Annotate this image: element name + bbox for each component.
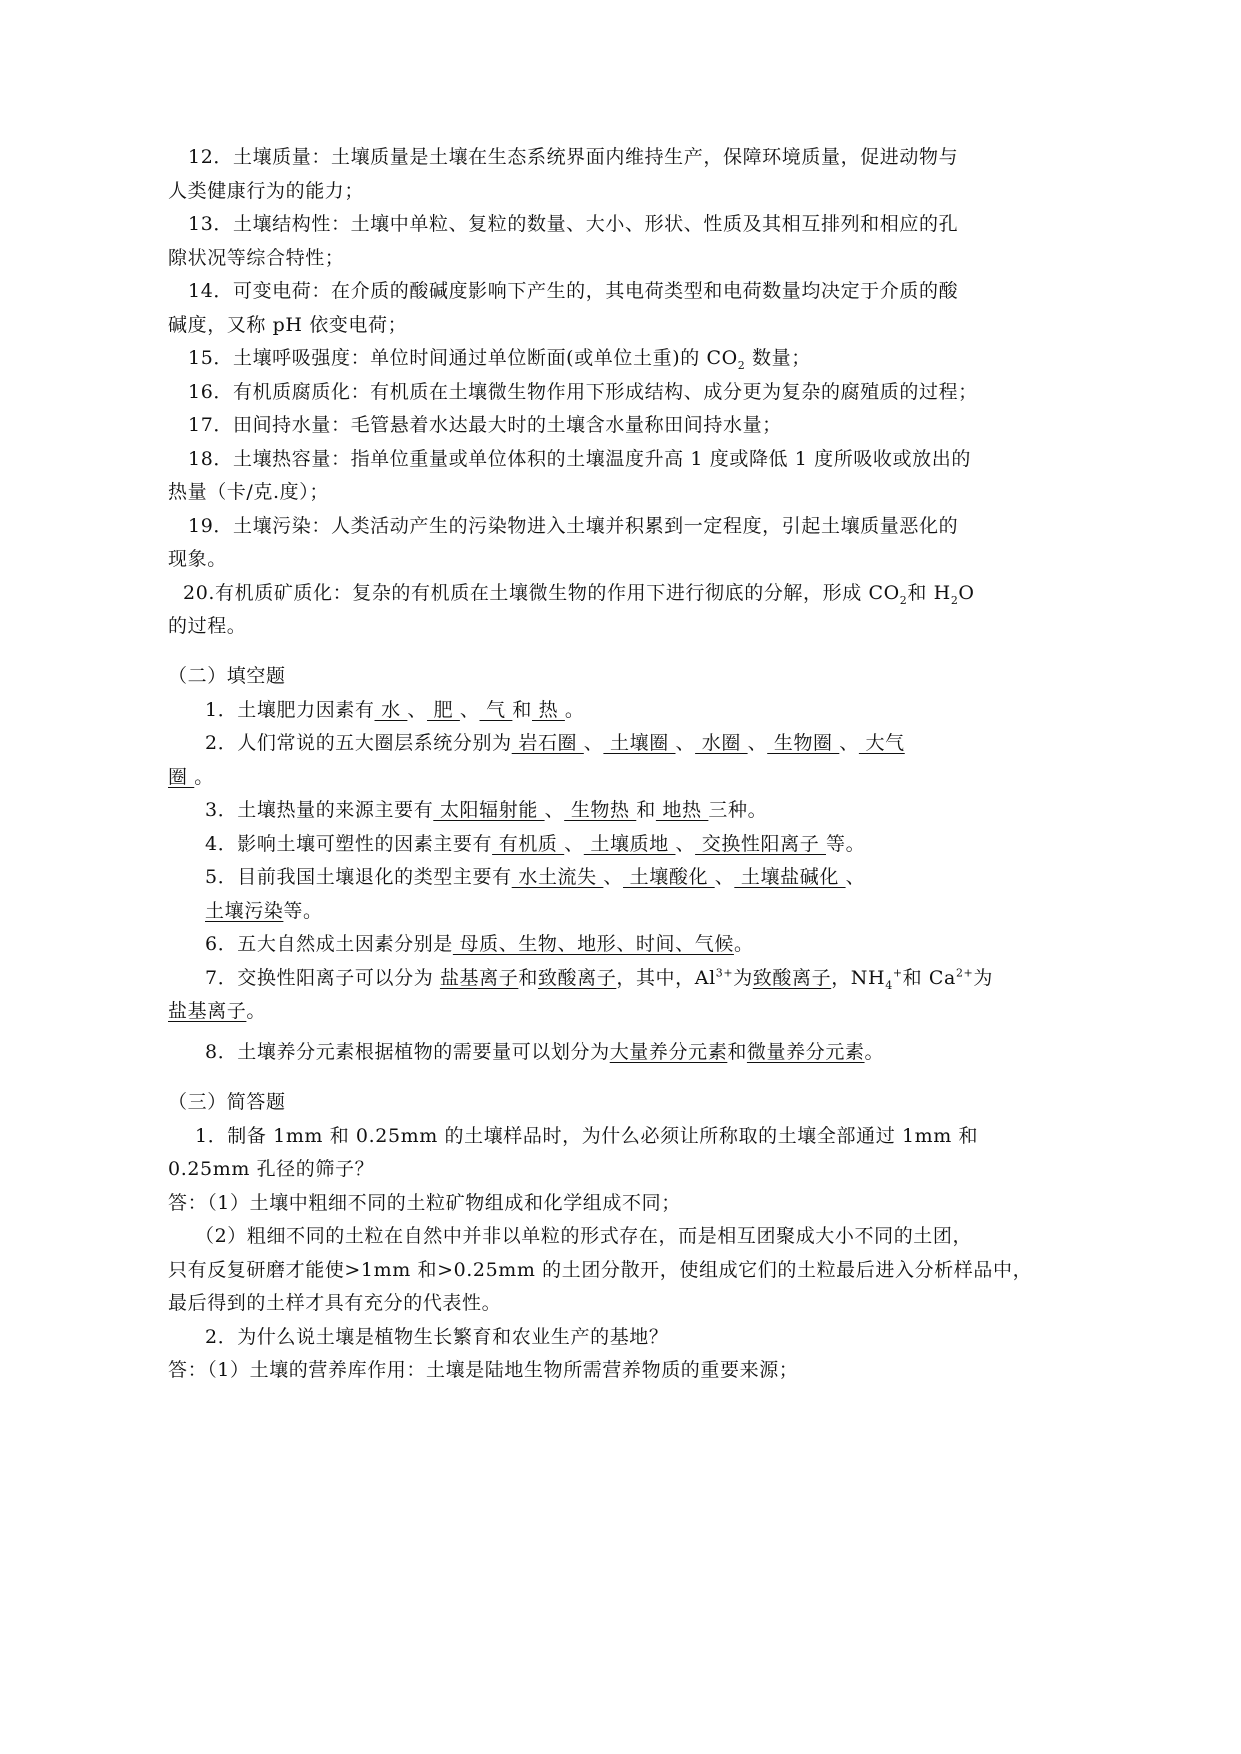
term-16: 16．有机质腐质化：有机质在土壤微生物作用下形成结构、成分更为复杂的腐殖质的过程； bbox=[188, 381, 978, 403]
fill-q2-prompt: 2．人们常说的五大圈层系统分别为 bbox=[205, 732, 512, 754]
fill-q5-line2 bbox=[205, 899, 1075, 923]
term-20-line1 bbox=[183, 581, 1053, 605]
fill-q4-answer-2: 土壤质地 bbox=[583, 833, 676, 855]
fill-q2-answer-4: 生物圈 bbox=[767, 732, 840, 754]
fill-q1-answer-1: 水 bbox=[374, 699, 408, 721]
fill-q2-sep-1: 、 bbox=[583, 732, 604, 754]
fill-q8-sep-1: 和 bbox=[727, 1041, 747, 1063]
fill-q3-prompt: 3．土壤热量的来源主要有 bbox=[205, 799, 434, 821]
term-19-line2: 现象。 bbox=[168, 548, 227, 570]
fill-q3 bbox=[205, 798, 1075, 822]
term-13-line2: 隙状况等综合特性； bbox=[168, 247, 345, 269]
term-18-line2: 热量（卡/克.度）； bbox=[168, 481, 329, 503]
fill-q4-sep-2: 、 bbox=[675, 833, 696, 855]
term-12-line1: 12．土壤质量：土壤质量是土壤在生态系统界面内维持生产，保障环境质量，促进动物与 bbox=[188, 146, 959, 168]
fill-q3-answer-2: 生物热 bbox=[564, 799, 637, 821]
fill-q3-sep-1: 、 bbox=[544, 799, 565, 821]
term-19-line1: 19．土壤污染：人类活动产生的污染物进入土壤并积累到一定程度，引起土壤质量恶化的 bbox=[188, 515, 959, 537]
fill-q7-answer-4: 盐基离子 bbox=[168, 1000, 247, 1022]
fill-q1-answer-3: 气 bbox=[479, 699, 513, 721]
fill-q7-sup-1: 3+ bbox=[715, 966, 734, 980]
short-q2: 2．为什么说土壤是植物生长繁育和农业生产的基地？ bbox=[205, 1326, 669, 1348]
fill-q5-prompt: 5．目前我国土壤退化的类型主要有 bbox=[205, 866, 512, 888]
fill-q6-end: 。 bbox=[733, 933, 754, 955]
fill-q7-sep-6: 为 bbox=[973, 967, 993, 989]
fill-q5-answer-4: 土壤污染 bbox=[205, 900, 284, 922]
short-a1-line2: （2）粗细不同的土粒在自然中并非以单粒的形式存在，而是相互团聚成大小不同的土团， bbox=[195, 1225, 973, 1247]
fill-q4-end: 等。 bbox=[825, 833, 866, 855]
fill-q2-line2 bbox=[168, 765, 1038, 789]
fill-q7-sub-1: 4 bbox=[885, 978, 893, 992]
fill-q1-answer-4: 热 bbox=[532, 699, 565, 721]
fill-q5-line1 bbox=[205, 865, 1075, 889]
fill-q1 bbox=[205, 698, 1075, 722]
fill-q2-sep-2: 、 bbox=[675, 732, 696, 754]
fill-q3-answer-3: 地热 bbox=[655, 799, 709, 821]
term-15-sub: 2 bbox=[737, 358, 746, 372]
fill-q7-sep-4: ，NH bbox=[831, 967, 886, 989]
term-14-line1: 14．可变电荷：在介质的酸碱度影响下产生的，其电荷类型和电荷数量均决定于介质的酸 bbox=[188, 280, 959, 302]
fill-q5-sep-1: 、 bbox=[603, 866, 623, 888]
fill-q7-end: 。 bbox=[246, 1000, 267, 1022]
fill-q7-sep-1: 和 bbox=[518, 967, 538, 989]
fill-q1-sep-2: 、 bbox=[459, 699, 480, 721]
fill-q2-end: 。 bbox=[194, 766, 214, 788]
fill-q7-sup-2: + bbox=[892, 966, 903, 980]
fill-q4-prompt: 4．影响土壤可塑性的因素主要有 bbox=[205, 833, 493, 855]
fill-q7-sep-3: 为 bbox=[733, 967, 753, 989]
fill-q3-answer-1: 太阳辐射能 bbox=[433, 799, 545, 821]
fill-q5-end: 等。 bbox=[283, 900, 323, 922]
fill-q7-answer-3: 致酸离子 bbox=[752, 967, 832, 989]
fill-q1-sep-3: 和 bbox=[512, 699, 532, 721]
term-17: 17．田间持水量：毛管悬着水达最大时的土壤含水量称田间持水量； bbox=[188, 414, 782, 436]
fill-q6-prompt: 6．五大自然成土因素分别是 bbox=[205, 933, 453, 955]
term-20-sub2: 2 bbox=[950, 593, 959, 607]
term-20-line2: 的过程。 bbox=[168, 615, 247, 637]
short-a1-line4: 最后得到的土样才具有充分的代表性。 bbox=[168, 1292, 502, 1314]
fill-q2-answer-5: 大气 bbox=[858, 732, 905, 754]
fill-q6-answer-1: 母质、生物、地形、时间、气候 bbox=[452, 933, 734, 955]
fill-q1-sep-1: 、 bbox=[407, 699, 427, 721]
fill-q4 bbox=[205, 832, 1075, 856]
fill-q4-answer-1: 有机质 bbox=[492, 833, 565, 855]
fill-q2-answer-1: 岩石圈 bbox=[511, 732, 584, 754]
short-q1-line2: 0.25mm 孔径的筛子？ bbox=[168, 1158, 375, 1180]
short-q1-line1: 1．制备 1mm 和 0.25mm 的土壤样品时，为什么必须让所称取的土壤全部通过 1mm 和 bbox=[195, 1125, 979, 1147]
fill-q6 bbox=[205, 932, 1075, 956]
short-a2-line1: 答：（1）土壤的营养库作用：土壤是陆地生物所需营养物质的重要来源； bbox=[168, 1359, 799, 1381]
term-13-line1: 13．土壤结构性：土壤中单粒、复粒的数量、大小、形状、性质及其相互排列和相应的孔 bbox=[188, 213, 959, 235]
short-a1-line1: 答：（1）土壤中粗细不同的土粒矿物组成和化学组成不同； bbox=[168, 1192, 681, 1214]
fill-q1-end: 。 bbox=[564, 699, 585, 721]
fill-q4-sep-1: 、 bbox=[564, 833, 584, 855]
term-20-text-end: O bbox=[958, 582, 975, 604]
fill-q8-end: 。 bbox=[864, 1041, 885, 1063]
fill-q2-answer-2: 土壤圈 bbox=[603, 732, 676, 754]
fill-q5-sep-3: 、 bbox=[845, 866, 866, 888]
fill-q8 bbox=[205, 1040, 1075, 1064]
fill-q5-answer-3: 土壤盐碱化 bbox=[734, 866, 846, 888]
fill-q1-answer-2: 肥 bbox=[427, 699, 460, 721]
term-15-text-end: 数量； bbox=[745, 347, 811, 369]
fill-q7-prompt: 7．交换性阳离子可以分为 bbox=[205, 967, 440, 989]
fill-q8-answer-1: 大量养分元素 bbox=[609, 1041, 728, 1063]
term-12-line2: 人类健康行为的能力； bbox=[168, 180, 365, 202]
term-20-text: 20.有机质矿质化：复杂的有机质在土壤微生物的作用下进行彻底的分解，形成 CO bbox=[183, 582, 900, 604]
fill-q8-answer-2: 微量养分元素 bbox=[746, 1041, 865, 1063]
short-a1-line3: 只有反复研磨才能使>1mm 和>0.25mm 的土团分散开，使组成它们的土粒最后进入分析样品中， bbox=[168, 1259, 1033, 1281]
fill-q7-line1 bbox=[205, 966, 1075, 990]
term-15-text: 15．土壤呼吸强度：单位时间通过单位断面(或单位土重)的 CO bbox=[188, 347, 738, 369]
fill-q7-sep-5: 和 Ca bbox=[902, 967, 956, 989]
fill-q7-sep-2: ，其中，Al bbox=[616, 967, 716, 989]
term-20-text-mid: 和 H bbox=[907, 582, 951, 604]
term-18-line1: 18．土壤热容量：指单位重量或单位体积的土壤温度升高 1 度或降低 1 度所吸收或放出的 bbox=[188, 448, 971, 470]
fill-q7-answer-1: 盐基离子 bbox=[439, 967, 519, 989]
fill-q8-prompt: 8．土壤养分元素根据植物的需要量可以划分为 bbox=[205, 1041, 610, 1063]
fill-q3-sep-2: 和 bbox=[636, 799, 656, 821]
fill-q2-sep-4: 、 bbox=[839, 732, 859, 754]
fill-q2-answer-5-cont: 圈 bbox=[168, 766, 195, 788]
term-20-sub1: 2 bbox=[899, 593, 908, 607]
fill-q3-end: 三种。 bbox=[708, 799, 768, 821]
fill-q4-answer-3: 交换性阳离子 bbox=[695, 833, 826, 855]
fill-q2-line1 bbox=[205, 731, 1075, 755]
fill-q5-answer-2: 土壤酸化 bbox=[623, 866, 715, 888]
fill-q1-prompt: 1．土壤肥力因素有 bbox=[205, 699, 375, 721]
fill-q7-answer-2: 致酸离子 bbox=[537, 967, 617, 989]
term-15 bbox=[188, 346, 1058, 370]
fill-q7-sup-3: 2+ bbox=[955, 966, 974, 980]
fill-q7-line2 bbox=[168, 999, 1038, 1023]
fill-q5-sep-2: 、 bbox=[714, 866, 735, 888]
fill-q2-answer-3: 水圈 bbox=[695, 732, 748, 754]
fill-q2-sep-3: 、 bbox=[747, 732, 768, 754]
fill-q5-answer-1: 水土流失 bbox=[511, 866, 604, 888]
term-14-line2: 碱度，又称 pH 依变电荷； bbox=[168, 314, 408, 336]
fill-section-heading: （二）填空题 bbox=[168, 665, 286, 687]
short-section-heading: （三）简答题 bbox=[168, 1091, 286, 1113]
